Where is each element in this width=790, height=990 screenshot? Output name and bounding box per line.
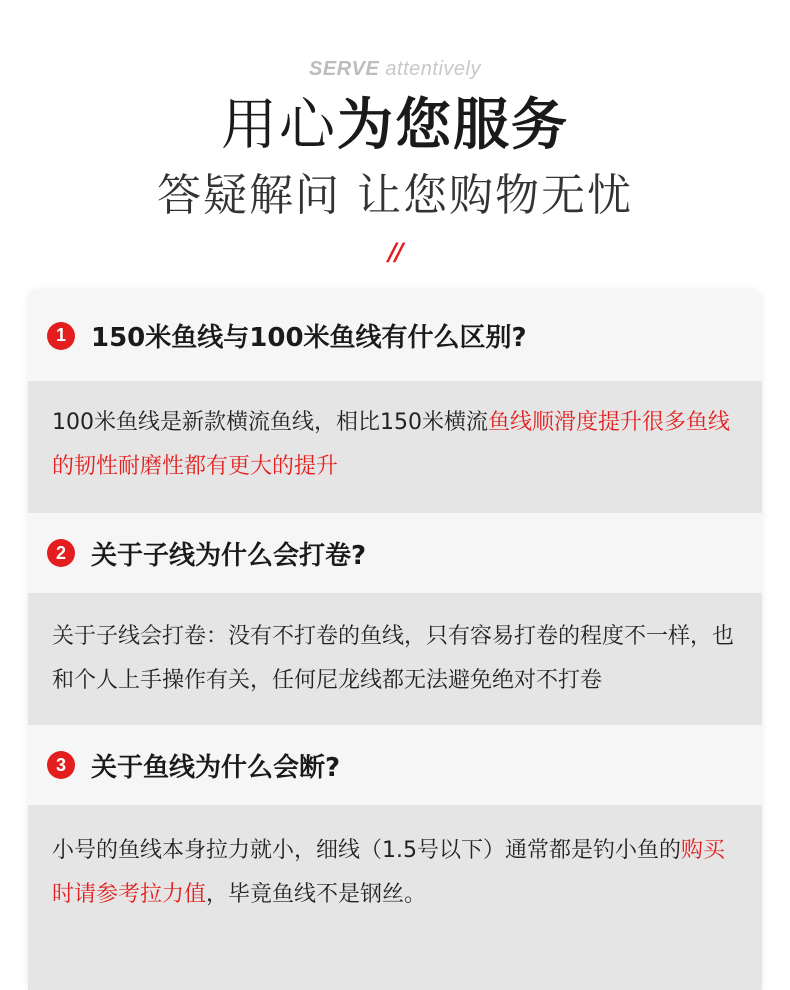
faq-question-2 xyxy=(28,513,762,593)
faq-answer-1 xyxy=(28,381,762,513)
answer-text-2: 关于子线会打卷：没有不打卷的鱼线，只有容易打卷的程度不一样，也和个人上手操作有关，任何尼龙线都无法避免绝对不打卷 xyxy=(52,624,735,693)
question-text-1: 150米鱼线与100米鱼线有什么区别? xyxy=(91,323,527,353)
faq-card xyxy=(28,290,762,990)
faq-answer-3 xyxy=(28,805,762,990)
number-badge-3: 3 xyxy=(47,751,75,779)
answer-text-3: 小号的鱼线本身拉力就小，细线（1.5号以下）通常都是钓小鱼的购买时请参考拉力值，毕竟鱼线不是钢丝。 xyxy=(52,838,726,907)
faq-question-1 xyxy=(28,290,762,381)
faq-answer-2 xyxy=(28,593,762,725)
question-text-2: 关于子线为什么会打卷? xyxy=(91,540,367,571)
page-subtitle: 答疑解问 让您购物无忧 xyxy=(157,170,633,221)
number-badge-1: 1 xyxy=(47,322,75,350)
divider-mark: // xyxy=(388,238,402,266)
question-text-3: 关于鱼线为什么会断? xyxy=(91,752,341,783)
serve-tagline: SERVE attentively xyxy=(309,58,481,80)
page-title: 用心为您服务 xyxy=(221,93,569,158)
answer-text-1: 100米鱼线是新款横流鱼线，相比150米横流鱼线顺滑度提升很多鱼线的韧性耐磨性都有更大的提升 xyxy=(52,410,730,479)
number-badge-2: 2 xyxy=(47,539,75,567)
faq-question-3 xyxy=(28,725,762,805)
